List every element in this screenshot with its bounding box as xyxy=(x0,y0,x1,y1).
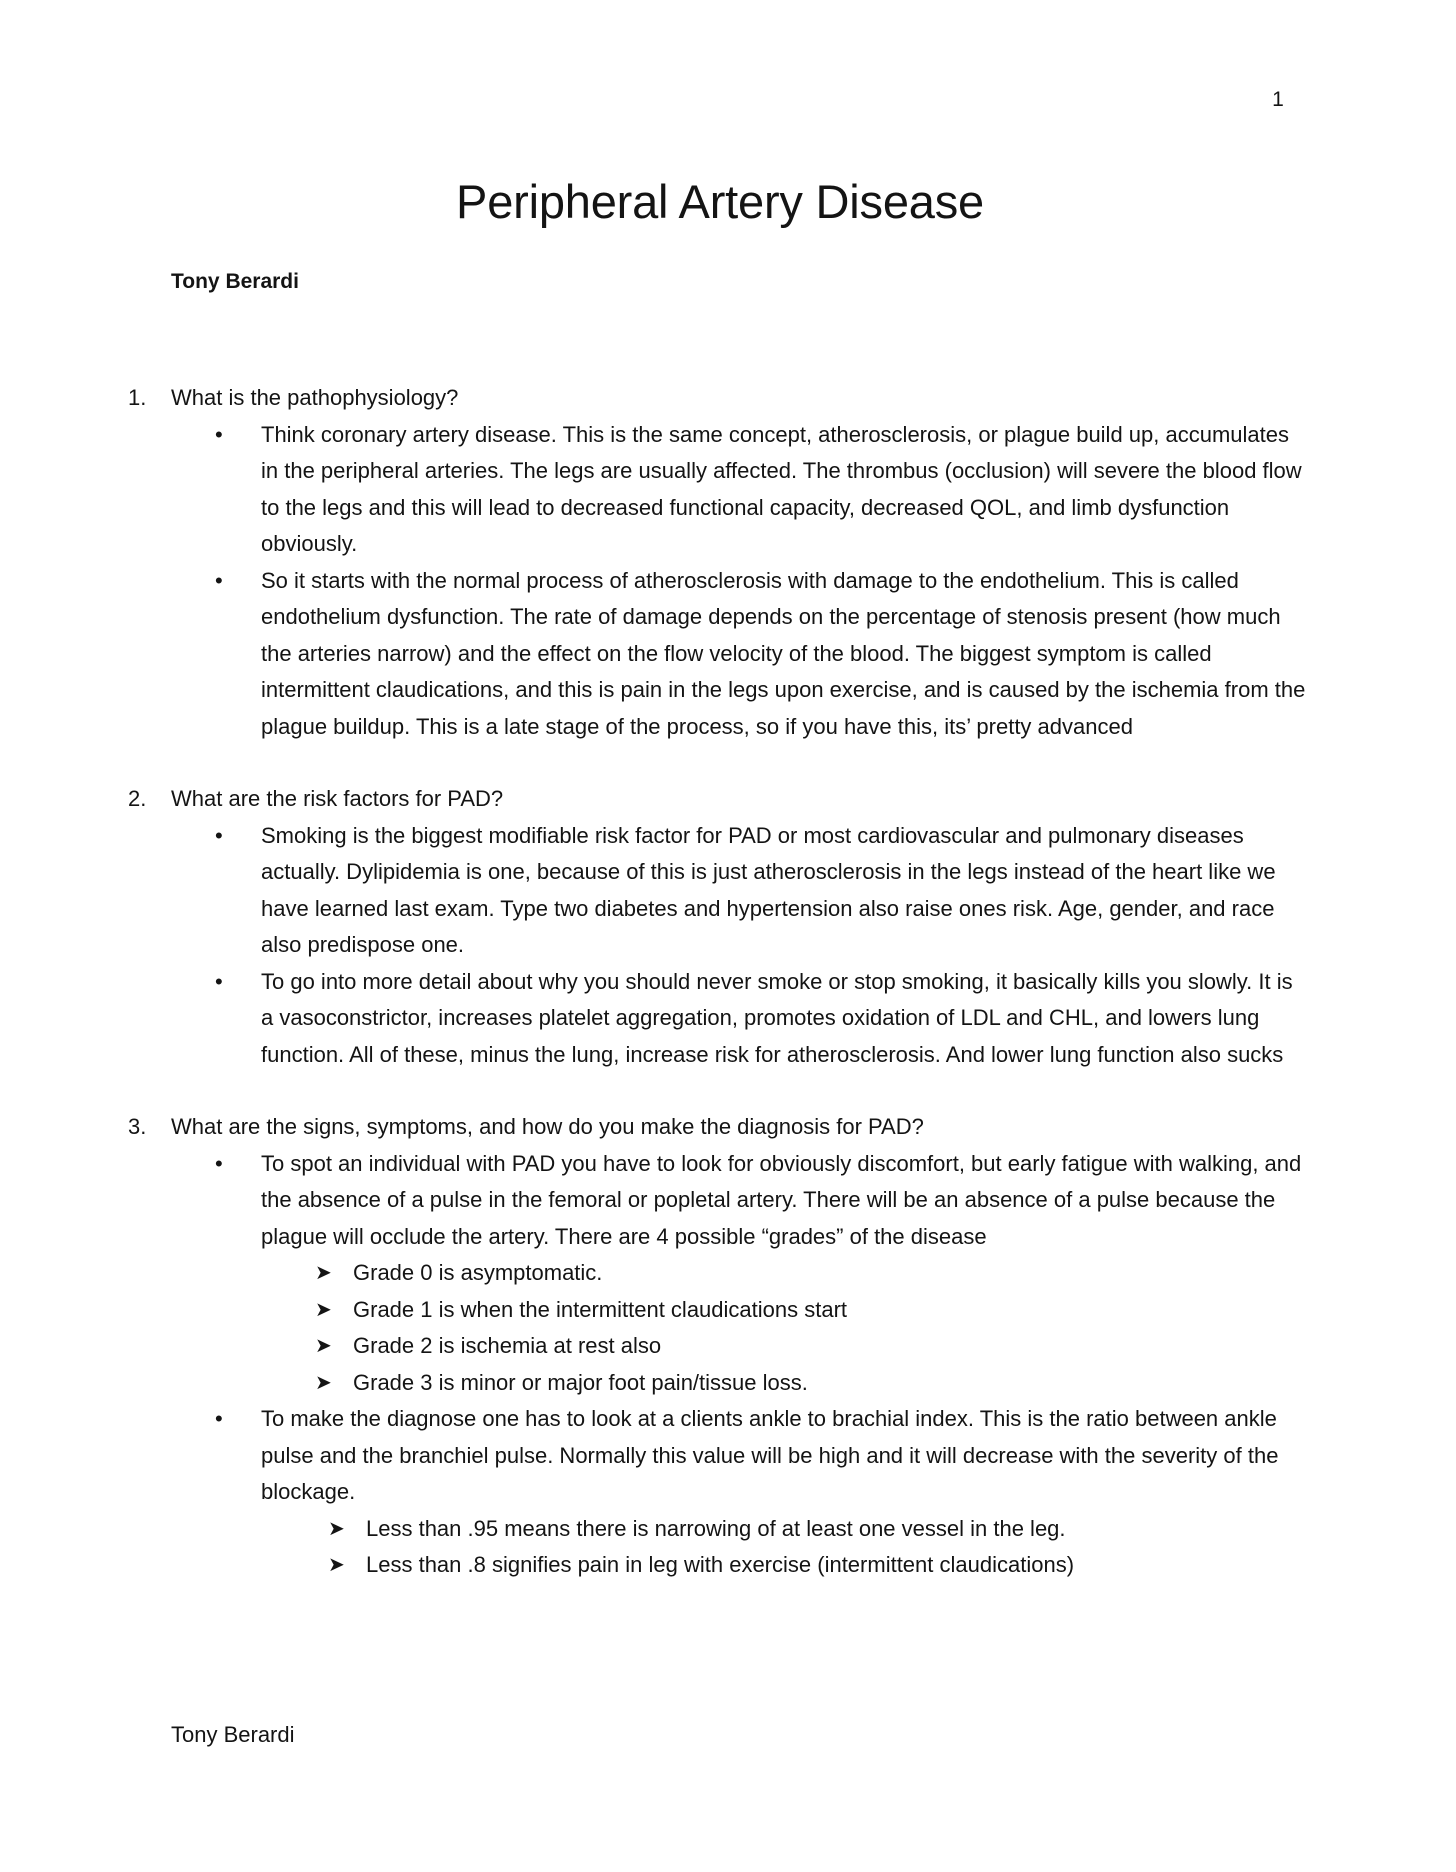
bullet-item xyxy=(128,563,1308,746)
section-pathophysiology xyxy=(128,380,1308,745)
section-diagnosis xyxy=(128,1109,1308,1584)
bullet-item xyxy=(128,818,1308,964)
bullet-text: To go into more detail about why you should never smoke or stop smoking, it basically kills you slowly. It is a vasoconstrictor, increases platelet aggregation, promotes oxidation of LDL and CHL, and lowers lung function. All of these, minus the lung, increase risk for atherosclerosis. And lower lung function also sucks xyxy=(261,968,1293,1067)
bullet-item xyxy=(128,1401,1308,1511)
question-heading xyxy=(128,781,1308,818)
question-number: 3. xyxy=(128,1114,147,1139)
arrow-bullet-icon: ➤ xyxy=(315,1371,332,1394)
sub-item xyxy=(128,1292,1308,1329)
question-number: 2. xyxy=(128,786,147,811)
bullet-item xyxy=(128,417,1308,563)
bullet-icon: • xyxy=(215,1406,223,1431)
question-number: 1. xyxy=(128,385,147,410)
arrow-bullet-icon: ➤ xyxy=(315,1298,332,1321)
arrow-bullet-icon: ➤ xyxy=(315,1262,332,1284)
question-text: What are the signs, symptoms, and how do you make the diagnosis for PAD? xyxy=(171,1114,924,1139)
question-text: What is the pathophysiology? xyxy=(171,385,459,410)
document-title: Peripheral Artery Disease xyxy=(456,175,984,228)
bullet-item xyxy=(128,1146,1308,1256)
bullet-list xyxy=(128,1146,1308,1256)
sub-item-text: Less than .8 signifies pain in leg with exercise (intermittent claudications) xyxy=(366,1552,1075,1577)
bullet-icon: • xyxy=(215,1150,223,1176)
question-heading xyxy=(128,380,1308,417)
bullet-list xyxy=(128,818,1308,1074)
index-list xyxy=(128,1511,1308,1584)
arrow-bullet-icon: ➤ xyxy=(328,1517,345,1540)
bullet-text: So it starts with the normal process of atherosclerosis with damage to the endothelium. This is called endothelium dysfunction. The rate of damage depends on the percentage of stenosis present (how much the arteries narrow) and the effect on the flow velocity of the blood. The biggest symptom is called intermittent claudications, and this is pain in the legs upon exercise, and is caused by the ischemia from the plague buildup. This is a late stage of the process, so if you have this, its’ pretty advanced xyxy=(261,567,1306,739)
bullet-icon: • xyxy=(215,567,223,593)
sub-item-text: Grade 0 is asymptomatic. xyxy=(353,1260,603,1285)
bullet-text: Think coronary artery disease. This is the same concept, atherosclerosis, or plague build up, accumulates in the peripheral arteries. The legs are usually affected. The thrombus (occlusion) will severe the blood flow to the legs and this will lead to decreased functional capacity, decreased QOL, and limb dysfunction obviously. xyxy=(261,421,1302,556)
section-risk-factors xyxy=(128,781,1308,1073)
bullet-list xyxy=(128,417,1308,746)
sub-item xyxy=(128,1365,1308,1402)
bullet-text: Smoking is the biggest modifiable risk factor for PAD or most cardiovascular and pulmonary diseases actually. Dylipidemia is one, because of this is just atherosclerosis in the legs instead of the heart like we have learned last exam. Type two diabetes and hypertension also raise ones risk. Age, gender, and race also predispose one. xyxy=(261,822,1276,957)
sub-item-text: Grade 3 is minor or major foot pain/tissue loss. xyxy=(353,1369,808,1395)
bullet-icon: • xyxy=(215,968,223,994)
sub-item-text: Less than .95 means there is narrowing of at least one vessel in the leg. xyxy=(366,1515,1066,1541)
arrow-bullet-icon: ➤ xyxy=(328,1554,345,1576)
bullet-icon: • xyxy=(215,822,223,848)
arrow-bullet-icon: ➤ xyxy=(315,1335,332,1357)
author-name: Tony Berardi xyxy=(171,270,299,293)
grade-list xyxy=(128,1255,1308,1401)
footer-author: Tony Berardi xyxy=(171,1722,295,1747)
sub-item-text: Grade 2 is ischemia at rest also xyxy=(353,1333,662,1358)
sub-item-text: Grade 1 is when the intermittent claudications start xyxy=(353,1296,848,1322)
question-text: What are the risk factors for PAD? xyxy=(171,786,504,811)
bullet-text: To make the diagnose one has to look at a clients ankle to brachial index. This is the ratio between ankle pulse and the branchiel pulse. Normally this value will be high and it will decrease with the severity of the blockage. xyxy=(261,1406,1279,1504)
sub-item xyxy=(128,1328,1308,1365)
bullet-item xyxy=(128,964,1308,1074)
bullet-list xyxy=(128,1401,1308,1511)
question-heading xyxy=(128,1109,1308,1146)
sub-item xyxy=(128,1511,1308,1548)
bullet-icon: • xyxy=(215,421,223,447)
document-body xyxy=(128,380,1308,1620)
sub-item xyxy=(128,1255,1308,1292)
bullet-text: To spot an individual with PAD you have to look for obviously discomfort, but early fatigue with walking, and the absence of a pulse in the femoral or popletal artery. There will be an absence of a pulse because the plague will occlude the artery. There are 4 possible “grades” of the disease xyxy=(261,1150,1302,1249)
page-number: 1 xyxy=(1272,88,1284,111)
sub-item xyxy=(128,1547,1308,1584)
